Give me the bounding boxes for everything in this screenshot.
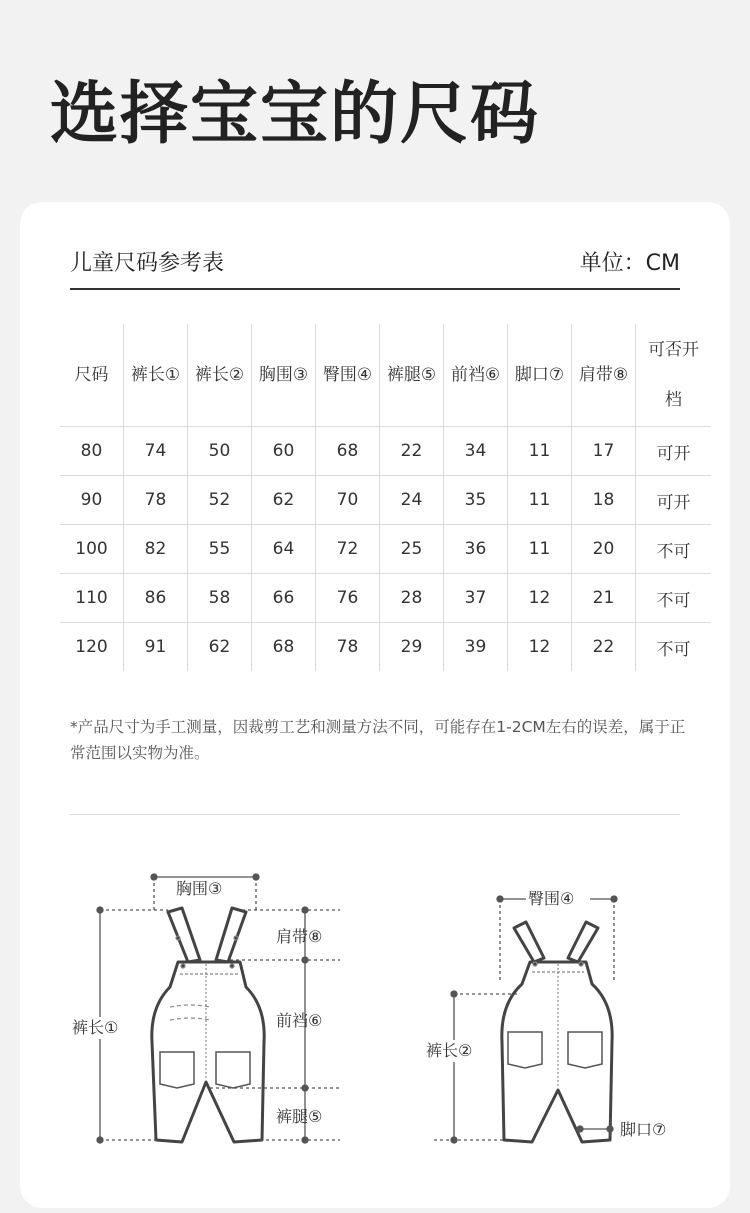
table-row (60, 427, 711, 476)
table-cell: 52 (188, 476, 252, 525)
col-size: 尺码 (74, 365, 109, 385)
table-cell: 36 (444, 525, 508, 574)
col-open-crotch: 可否开档 (636, 324, 712, 427)
table-cell: 90 (60, 476, 124, 525)
table-cell: 100 (60, 525, 124, 574)
table-cell: 39 (444, 623, 508, 672)
length2-label: 裤长② (426, 1041, 473, 1060)
table-cell: 不可 (636, 574, 712, 623)
table-title: 儿童尺码参考表 (70, 251, 225, 276)
chest-label: 胸围③ (176, 879, 223, 898)
table-cell: 74 (124, 427, 188, 476)
table-cell: 64 (252, 525, 316, 574)
table-cell: 35 (444, 476, 508, 525)
table-cell: 24 (380, 476, 444, 525)
table-cell: 60 (252, 427, 316, 476)
table-row (60, 525, 711, 574)
col-strap: 肩带⑧ (572, 324, 636, 427)
table-row (60, 623, 711, 672)
table-cell: 37 (444, 574, 508, 623)
table-cell: 12 (508, 623, 572, 672)
unit-label: 单位：CM (579, 251, 680, 276)
table-cell: 72 (316, 525, 380, 574)
table-cell: 70 (316, 476, 380, 525)
leg-label: 裤腿⑤ (276, 1107, 323, 1126)
cuff-label: 脚口⑦ (620, 1120, 667, 1139)
table-cell: 82 (124, 525, 188, 574)
page-title: 选择宝宝的尺码 (50, 75, 541, 154)
measurement-note: *产品尺寸为手工测量，因裁剪工艺和测量方法不同，可能存在1-2CM左右的误差，属于正常范围以实物为准。 (70, 718, 686, 762)
table-cell: 不可 (636, 623, 712, 672)
table-cell: 29 (380, 623, 444, 672)
table-cell: 可开 (636, 476, 712, 525)
table-cell: 86 (124, 574, 188, 623)
table-cell: 62 (188, 623, 252, 672)
col-front-rise: 前裆⑥ (444, 324, 508, 427)
table-cell: 22 (380, 427, 444, 476)
front-measure-lines (97, 874, 340, 1143)
table-cell: 12 (508, 574, 572, 623)
divider (70, 814, 680, 815)
strap-label: 肩带⑧ (276, 927, 323, 946)
table-cell: 11 (508, 525, 572, 574)
table-cell: 18 (572, 476, 636, 525)
table-cell: 50 (188, 427, 252, 476)
table-cell: 25 (380, 525, 444, 574)
table-cell: 78 (316, 623, 380, 672)
table-cell: 110 (60, 574, 124, 623)
table-cell: 21 (572, 574, 636, 623)
table-cell: 68 (252, 623, 316, 672)
table-cell: 68 (316, 427, 380, 476)
hip-label: 臀围④ (528, 889, 575, 908)
table-cell: 22 (572, 623, 636, 672)
table-cell: 62 (252, 476, 316, 525)
table-cell: 120 (60, 623, 124, 672)
back-measure-lines (434, 896, 617, 1143)
col-leg: 裤腿⑤ (380, 324, 444, 427)
table-cell: 91 (124, 623, 188, 672)
table-cell: 78 (124, 476, 188, 525)
front-overalls-drawing (152, 908, 264, 1142)
table-header (70, 242, 680, 290)
col-chest: 胸围③ (252, 324, 316, 427)
table-cell: 可开 (636, 427, 712, 476)
size-chart-card (20, 202, 730, 1208)
table-cell: 17 (572, 427, 636, 476)
table-row (60, 476, 711, 525)
col-length2: 裤长② (188, 324, 252, 427)
table-cell: 20 (572, 525, 636, 574)
table-cell: 28 (380, 574, 444, 623)
size-table (60, 324, 711, 671)
table-cell: 55 (188, 525, 252, 574)
measurement-diagram (20, 842, 730, 1192)
table-cell: 34 (444, 427, 508, 476)
col-length1: 裤长① (124, 324, 188, 427)
front-rise-label: 前裆⑥ (276, 1011, 323, 1030)
table-cell: 80 (60, 427, 124, 476)
table-cell: 76 (316, 574, 380, 623)
table-cell: 11 (508, 476, 572, 525)
front-overalls-details (160, 936, 250, 1088)
table-header-row (60, 324, 711, 427)
table-cell: 66 (252, 574, 316, 623)
col-hip: 臀围④ (316, 324, 380, 427)
table-cell: 11 (508, 427, 572, 476)
table-cell: 不可 (636, 525, 712, 574)
table-row (60, 574, 711, 623)
col-cuff: 脚口⑦ (508, 324, 572, 427)
length1-label: 裤长① (72, 1018, 119, 1037)
table-cell: 58 (188, 574, 252, 623)
